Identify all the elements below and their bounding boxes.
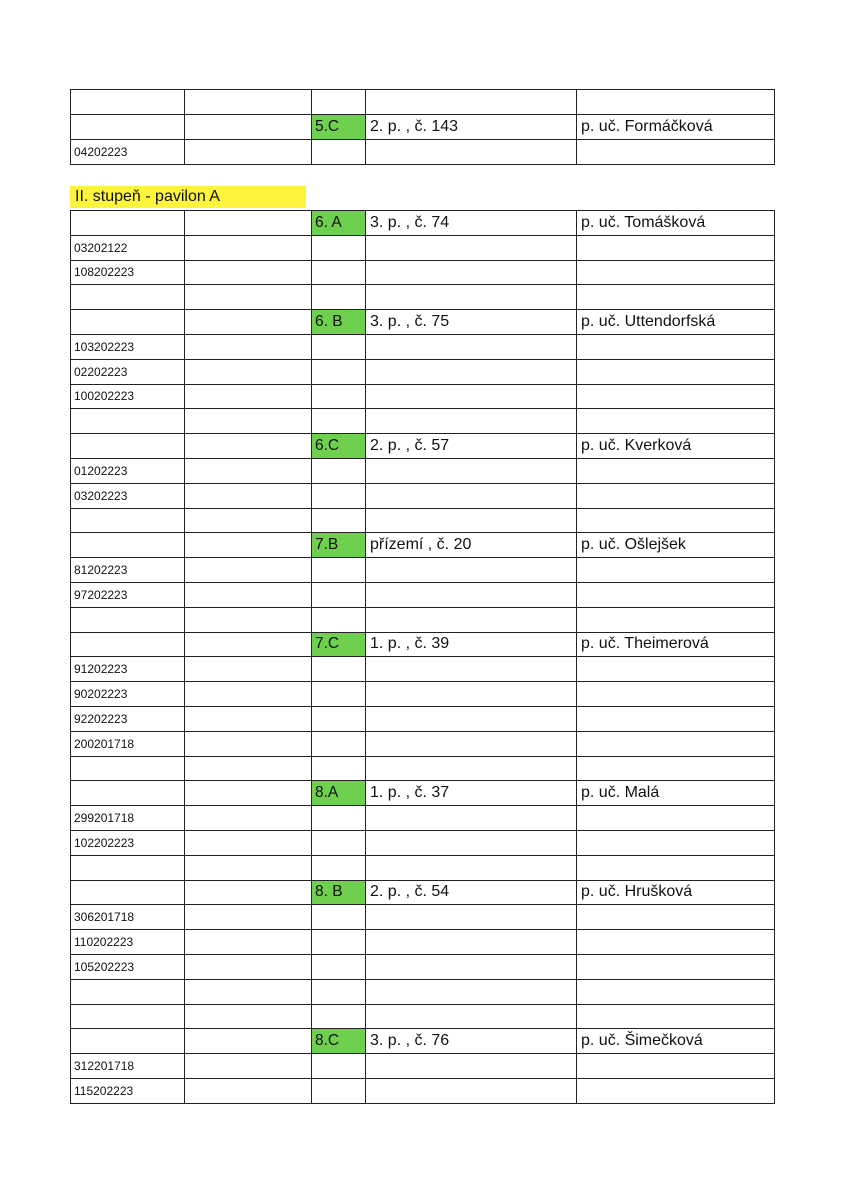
class-cell: 7.C [312,632,366,657]
class-cell [312,706,366,731]
student-code-cell [71,1029,185,1054]
student-code-cell [71,1004,185,1029]
table-row [71,235,775,260]
teacher-cell [577,235,775,260]
empty-cell [185,979,312,1004]
class-cell [312,954,366,979]
teacher-cell [577,483,775,508]
empty-cell [185,434,312,459]
empty-cell [185,1078,312,1103]
empty-cell [185,334,312,359]
table-row [71,905,775,930]
table-row [71,434,775,459]
teacher-cell [577,140,775,165]
teacher-cell: p. uč. Formáčková [577,115,775,140]
room-cell [366,409,577,434]
table-row [71,880,775,905]
class-cell [312,930,366,955]
teacher-cell [577,607,775,632]
student-code-cell [71,310,185,335]
class-cell [312,359,366,384]
class-cell [312,458,366,483]
teacher-cell [577,285,775,310]
class-cell [312,409,366,434]
class-cell: 5.C [312,115,366,140]
empty-cell [185,235,312,260]
table-row [71,260,775,285]
empty-cell [185,90,312,115]
table-row [71,979,775,1004]
student-code-cell: 115202223 [71,1078,185,1103]
table-row [71,285,775,310]
teacher-cell [577,930,775,955]
teacher-cell [577,657,775,682]
class-cell [312,1054,366,1079]
empty-cell [185,607,312,632]
student-code-cell: 92202223 [71,706,185,731]
room-cell [366,954,577,979]
empty-cell [185,632,312,657]
student-code-cell [71,880,185,905]
room-cell: 1. p. , č. 37 [366,781,577,806]
empty-cell [185,880,312,905]
student-code-cell [71,508,185,533]
table-row [71,657,775,682]
empty-cell [185,458,312,483]
teacher-cell: p. uč. Theimerová [577,632,775,657]
class-cell [312,384,366,409]
empty-cell [185,954,312,979]
room-cell: 2. p. , č. 54 [366,880,577,905]
student-code-cell [71,979,185,1004]
student-code-cell: 81202223 [71,558,185,583]
teacher-cell [577,855,775,880]
student-code-cell: 312201718 [71,1054,185,1079]
class-cell [312,483,366,508]
teacher-cell [577,806,775,831]
student-code-cell: 01202223 [71,458,185,483]
room-cell [366,334,577,359]
student-code-cell: 91202223 [71,657,185,682]
class-cell [312,334,366,359]
student-code-cell [71,434,185,459]
empty-cell [185,806,312,831]
class-cell [312,830,366,855]
class-cell [312,979,366,1004]
teacher-cell [577,260,775,285]
room-cell [366,731,577,756]
teacher-cell: p. uč. Uttendorfská [577,310,775,335]
student-code-cell: 97202223 [71,582,185,607]
empty-cell [185,930,312,955]
class-cell [312,806,366,831]
teacher-cell [577,384,775,409]
table-row [71,458,775,483]
class-cell: 7.B [312,533,366,558]
empty-cell [185,706,312,731]
table-row [71,706,775,731]
empty-cell [185,657,312,682]
room-cell [366,285,577,310]
student-code-cell: 90202223 [71,682,185,707]
room-cell [366,756,577,781]
empty-cell [185,1004,312,1029]
table-row [71,1078,775,1103]
class-cell [312,285,366,310]
student-code-cell: 299201718 [71,806,185,831]
teacher-cell: p. uč. Tomášková [577,211,775,236]
room-cell [366,582,577,607]
table-row [71,310,775,335]
teacher-cell: p. uč. Malá [577,781,775,806]
class-cell: 6. B [312,310,366,335]
teacher-cell [577,905,775,930]
teacher-cell [577,582,775,607]
room-cell [366,384,577,409]
empty-cell [185,781,312,806]
student-code-cell: 103202223 [71,334,185,359]
teacher-cell [577,756,775,781]
class-cell: 8.A [312,781,366,806]
table-row [71,682,775,707]
teacher-cell [577,706,775,731]
student-code-cell: 200201718 [71,731,185,756]
student-code-cell: 03202122 [71,235,185,260]
teacher-cell [577,409,775,434]
student-code-cell [71,533,185,558]
top-table [70,89,775,165]
room-cell [366,607,577,632]
table-row [71,930,775,955]
student-code-cell [71,781,185,806]
class-cell: 8.C [312,1029,366,1054]
room-cell [366,657,577,682]
teacher-cell [577,830,775,855]
teacher-cell: p. uč. Šimečková [577,1029,775,1054]
table-row [71,508,775,533]
student-code-cell [71,285,185,310]
table-row [71,483,775,508]
class-cell [312,558,366,583]
teacher-cell [577,90,775,115]
main-table [70,210,775,1104]
teacher-cell: p. uč. Ošlejšek [577,533,775,558]
teacher-cell [577,1004,775,1029]
table-row [71,533,775,558]
table-row [71,954,775,979]
empty-cell [185,682,312,707]
class-cell [312,1004,366,1029]
table-row [71,140,775,165]
room-cell [366,830,577,855]
room-cell [366,235,577,260]
empty-cell [185,855,312,880]
student-code-cell: 108202223 [71,260,185,285]
student-code-cell [71,607,185,632]
empty-cell [185,558,312,583]
student-code-cell: 02202223 [71,359,185,384]
teacher-cell: p. uč. Kverková [577,434,775,459]
room-cell: 3. p. , č. 74 [366,211,577,236]
class-cell [312,855,366,880]
room-cell [366,979,577,1004]
room-cell [366,558,577,583]
class-cell [312,508,366,533]
table-row [71,115,775,140]
class-cell [312,607,366,632]
empty-cell [185,731,312,756]
student-code-cell: 105202223 [71,954,185,979]
table-row [71,731,775,756]
empty-cell [185,211,312,236]
teacher-cell [577,1078,775,1103]
teacher-cell [577,359,775,384]
table-row [71,1029,775,1054]
room-cell: 1. p. , č. 39 [366,632,577,657]
empty-cell [185,830,312,855]
table-row [71,558,775,583]
room-cell [366,855,577,880]
class-cell [312,756,366,781]
student-code-cell: 03202223 [71,483,185,508]
room-cell [366,90,577,115]
class-cell [312,90,366,115]
teacher-cell [577,334,775,359]
table-row [71,384,775,409]
student-code-cell [71,756,185,781]
room-cell: přízemí , č. 20 [366,533,577,558]
teacher-cell: p. uč. Hrušková [577,880,775,905]
room-cell [366,458,577,483]
room-cell [366,483,577,508]
class-cell: 6. A [312,211,366,236]
student-code-cell [71,211,185,236]
room-cell: 3. p. , č. 75 [366,310,577,335]
empty-cell [185,905,312,930]
empty-cell [185,582,312,607]
teacher-cell [577,458,775,483]
student-code-cell [71,90,185,115]
student-code-cell [71,409,185,434]
student-code-cell: 100202223 [71,384,185,409]
empty-cell [185,1029,312,1054]
room-cell [366,905,577,930]
teacher-cell [577,954,775,979]
student-code-cell: 102202223 [71,830,185,855]
table-row [71,90,775,115]
class-cell: 8. B [312,880,366,905]
room-cell [366,508,577,533]
teacher-cell [577,1054,775,1079]
class-cell [312,905,366,930]
empty-cell [185,310,312,335]
room-cell [366,1078,577,1103]
table-row [71,855,775,880]
table-row [71,781,775,806]
class-cell [312,682,366,707]
table-row [71,607,775,632]
empty-cell [185,260,312,285]
table-row [71,1054,775,1079]
class-cell [312,235,366,260]
table-row [71,830,775,855]
table-row [71,409,775,434]
table-row [71,1004,775,1029]
empty-cell [185,285,312,310]
empty-cell [185,359,312,384]
teacher-cell [577,508,775,533]
student-code-cell: 110202223 [71,930,185,955]
class-cell: 6.C [312,434,366,459]
student-code-cell: 306201718 [71,905,185,930]
room-cell [366,682,577,707]
room-cell [366,359,577,384]
table-row [71,582,775,607]
room-cell: 2. p. , č. 143 [366,115,577,140]
empty-cell [185,756,312,781]
table-row [71,211,775,236]
empty-cell [185,533,312,558]
empty-cell [185,384,312,409]
class-cell [312,260,366,285]
room-cell [366,806,577,831]
teacher-cell [577,682,775,707]
class-cell [312,657,366,682]
class-cell [312,140,366,165]
empty-cell [185,508,312,533]
table-row [71,806,775,831]
table-row [71,359,775,384]
class-cell [312,582,366,607]
room-cell [366,1004,577,1029]
teacher-cell [577,558,775,583]
teacher-cell [577,979,775,1004]
room-cell [366,706,577,731]
room-cell: 3. p. , č. 76 [366,1029,577,1054]
empty-cell [185,1054,312,1079]
empty-cell [185,115,312,140]
empty-cell [185,409,312,434]
student-code-cell [71,632,185,657]
teacher-cell [577,731,775,756]
class-cell [312,1078,366,1103]
table-row [71,756,775,781]
student-code-cell [71,855,185,880]
room-cell [366,1054,577,1079]
room-cell [366,140,577,165]
student-code-cell: 04202223 [71,140,185,165]
table-row [71,334,775,359]
table-row [71,632,775,657]
room-cell: 2. p. , č. 57 [366,434,577,459]
section-heading: II. stupeň - pavilon A [70,186,306,208]
room-cell [366,930,577,955]
class-cell [312,731,366,756]
empty-cell [185,140,312,165]
student-code-cell [71,115,185,140]
empty-cell [185,483,312,508]
room-cell [366,260,577,285]
